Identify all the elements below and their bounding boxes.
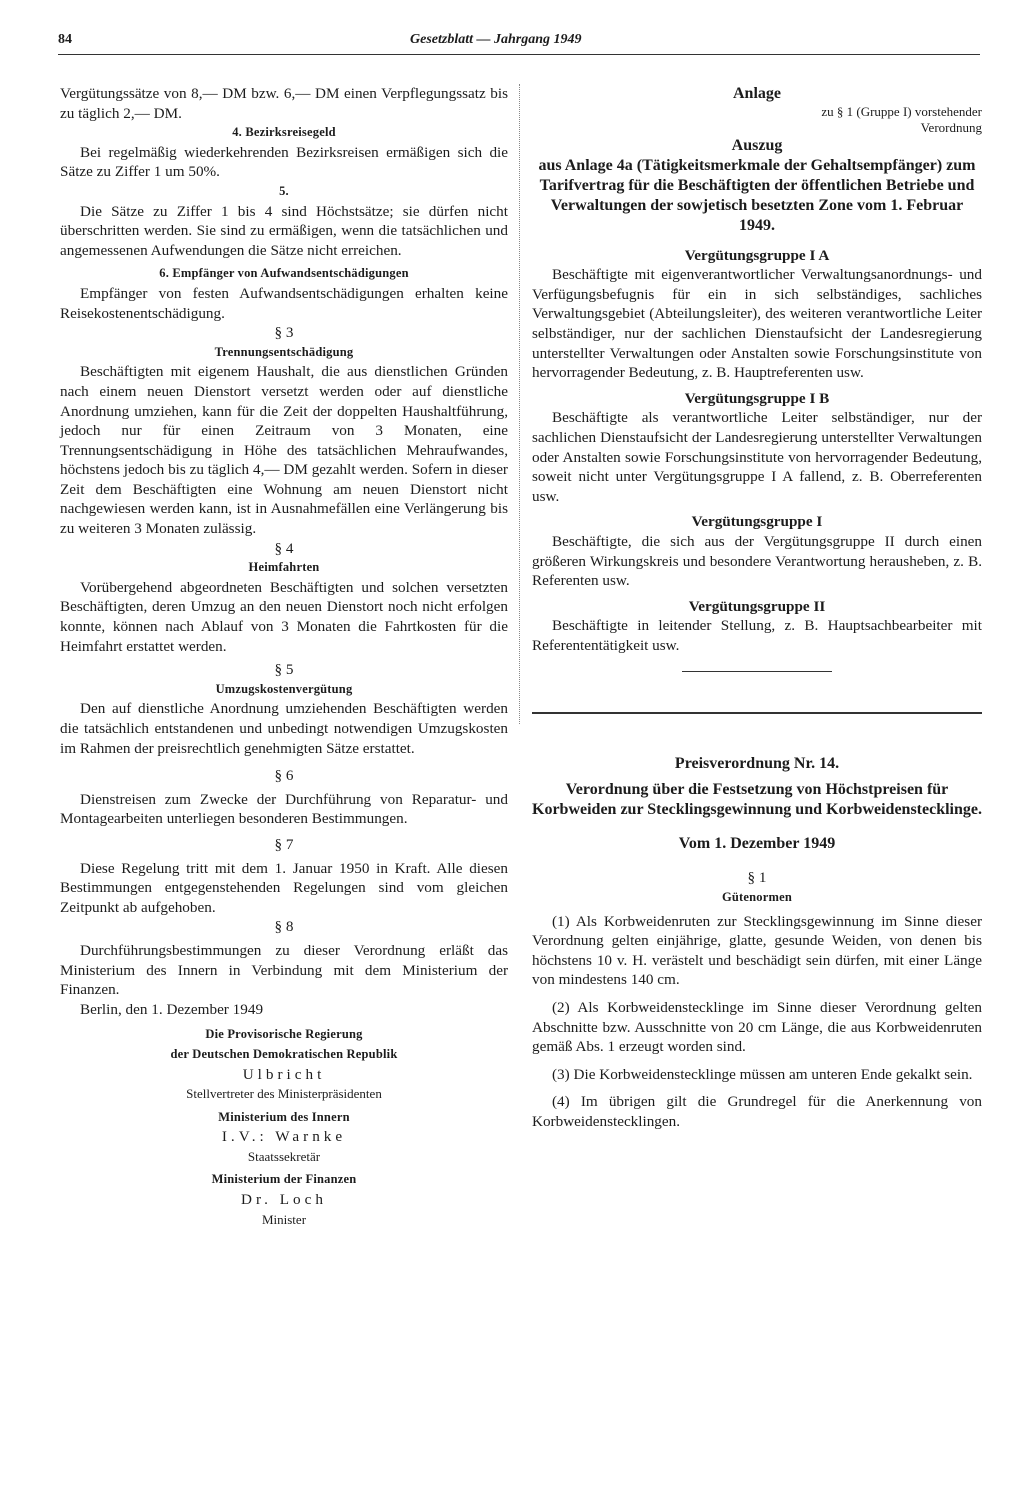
anlage-reference-line-1: zu § 1 (Gruppe I) vorstehender bbox=[821, 103, 982, 119]
section-6-text: Dienstreisen zum Zwecke der Durchführung von Reparatur- und Montagearbeiten unterliegen besonderen Bestimmungen. bbox=[60, 790, 508, 828]
section-5-text: Den auf dienstliche Anordnung umziehenden Beschäftigten werden die tatsächlich entstandenen und unbedingt notwendigen Umzugskosten im Rahmen der preisrechtlich genehmigten Sätze erstattet. bbox=[60, 700, 508, 757]
auszug-text: aus Anlage 4a (Tätigkeitsmerkmale der Gehaltsempfänger) zum Tarifvertrag für die Beschäftigten der öffentlichen Betriebe und Verwaltungen der sowjetisch besetzten Zone vom 1. Februar 1949. bbox=[538, 156, 976, 234]
intro-paragraph: Vergütungssätze von 8,— DM bzw. 6,— DM einen Verpflegungssatz bis zu täglich 2,— DM. bbox=[60, 85, 508, 122]
signature-government-line-2: der Deutschen Demokratischen Republik bbox=[170, 1046, 398, 1061]
pv-section-1-sign: § 1 bbox=[747, 869, 767, 887]
heading-aufwandsentschaedigungen: 6. Empfänger von Aufwandsentschädigungen bbox=[159, 266, 409, 281]
page-header bbox=[58, 32, 978, 54]
pv-paragraph-3: (3) Die Korbweidenstecklinge müssen am unteren Ende gekalkt sein. bbox=[552, 1065, 973, 1083]
signatory-role-3: Minister bbox=[261, 1211, 307, 1227]
group-ia-heading: Vergütungsgruppe I A bbox=[684, 246, 830, 264]
signature-ministry-finance: Ministerium der Finanzen bbox=[211, 1172, 357, 1187]
preisverordnung-subtitle: Verordnung über die Festsetzung von Höchstpreisen für Korbweiden zur Stecklingsgewinnung und Korbweidenstecklinge. bbox=[532, 781, 982, 819]
group-ib-heading: Vergütungsgruppe I B bbox=[684, 389, 830, 407]
place-date: Berlin, den 1. Dezember 1949 bbox=[80, 1000, 264, 1018]
section-8-sign: § 8 bbox=[274, 918, 294, 936]
group-ia-text: Beschäftigte mit eigenverantwortlicher Verwaltungsanordnungs- und Verfügungsbefugnis für ein in sich selbständiges, sachliches Verwaltungsgebiet (Abteilungsleiter), des weiteren verantwortliche Leiter selbständiger, nur der sachlichen Dienstaufsicht der Landesregierung unterstellter Verwaltungen oder Anstalten sowie Forschungsinstitute von hervorragender Bedeutung, z. B. Hauptreferenten usw. bbox=[532, 266, 982, 382]
section-3-title: Trennungsentschädigung bbox=[214, 344, 354, 359]
pv-paragraph-2: (2) Als Korbweidenstecklinge im Sinne dieser Verordnung gelten Abschnitte bzw. Ausschnitte von 20 cm Länge, die aus Korbweidenruten gemäß Abs. 1 erzeugt worden sind. bbox=[532, 999, 982, 1056]
anlage-heading: Anlage bbox=[733, 85, 781, 102]
signatory-role-2: Staatssekretär bbox=[247, 1148, 321, 1164]
running-title: Gesetzblatt — Jahrgang 1949 bbox=[410, 32, 582, 47]
pv-paragraph-1: (1) Als Korbweidenruten zur Stecklingsgewinnung im Sinne dieser Verordnung gelten einjährige, glatte, gesunde Weiden, von denen bis höchstens 10 v. H. verästelt und beschädigt sein dürfen, mit einer Länge von mindestens 140 cm. bbox=[532, 912, 982, 989]
paragraph-hoechstsaetze: Die Sätze zu Ziffer 1 bis 4 sind Höchstsätze; sie dürfen nicht überschritten werden. Sie sind zu ermäßigen, wenn die tatsächlichen und angemessenen Aufwendungen die Sätze nicht erreichen. bbox=[60, 202, 508, 259]
right-column bbox=[532, 84, 982, 1132]
left-column bbox=[60, 84, 508, 1229]
group-i-text: Beschäftigte, die sich aus der Vergütungsgruppe II durch einen größeren Wirkungskreis und besondere Verantwortung herausheben, z. B. Referenten usw. bbox=[532, 532, 982, 590]
group-i-heading: Vergütungsgruppe I bbox=[691, 513, 823, 531]
signatory-name-1: Ulbricht bbox=[242, 1065, 326, 1083]
column-separator bbox=[519, 84, 520, 724]
section-7-text: Diese Regelung tritt mit dem 1. Januar 1950 in Kraft. Alle diesen Bestimmungen entgegenstehenden Regelungen sind vom gleichen Zeitpunkt ab aufgehoben. bbox=[60, 859, 508, 916]
section-6-sign: § 6 bbox=[274, 767, 294, 785]
section-4-sign: § 4 bbox=[274, 539, 294, 557]
section-4-title: Heimfahrten bbox=[248, 560, 320, 575]
section-4-text: Vorübergehend abgeordneten Beschäftigten und solchen versetzten Beschäftigten, deren Umzug an den neuen Dienstort noch nicht erfolgen konnte, können nach Ablauf von 3 Monaten die Fahrtkosten für die Heimfahrt erstattet werden. bbox=[60, 578, 508, 655]
group-ib-text: Beschäftigte als verantwortliche Leiter selbständiger, nur der sachlichen Dienstaufsicht der Landesregierung unterstellter Verwaltungen oder Anstalten sowie Forschungsinstitute von hervorragender Bedeutung, soweit nicht unter Vergütungsgruppe I A fallend, z. B. Oberreferenten usw. bbox=[532, 409, 982, 505]
preisverordnung-title: Preisverordnung Nr. 14. bbox=[674, 755, 840, 773]
heading-bezirksreisegeld: 4. Bezirksreisegeld bbox=[232, 125, 336, 140]
preisverordnung-date: Vom 1. Dezember 1949 bbox=[678, 835, 836, 853]
pv-paragraph-4: (4) Im übrigen gilt die Grundregel für die Anerkennung von Korbweidenstecklingen. bbox=[532, 1093, 982, 1130]
paragraph-bezirksreisegeld: Bei regelmäßig wiederkehrenden Bezirksreisen ermäßigen sich die Sätze zu Ziffer 1 um 50%. bbox=[60, 143, 508, 181]
section-3-sign: § 3 bbox=[274, 324, 294, 342]
signatory-name-3: Dr. Loch bbox=[241, 1191, 327, 1209]
group-ii-text: Beschäftigte in leitender Stellung, z. B. Hauptsachbearbeiter mit Referententätigkeit usw. bbox=[532, 617, 982, 654]
header-rule bbox=[58, 54, 980, 55]
pv-section-1-title: Gütenormen bbox=[721, 890, 793, 905]
signatory-name-2: I.V.: Warnke bbox=[221, 1128, 347, 1146]
section-7-sign: § 7 bbox=[274, 835, 294, 853]
section-5-sign: § 5 bbox=[274, 661, 294, 679]
group-ii-heading: Vergütungsgruppe II bbox=[688, 597, 826, 615]
auszug-heading: Auszug bbox=[731, 136, 783, 154]
signatory-role-1: Stellvertreter des Ministerpräsidenten bbox=[186, 1086, 382, 1102]
section-8-text: Durchführungsbestimmungen zu dieser Verordnung erläßt das Ministerium des Innern in Verbindung mit dem Ministerium der Finanzen. bbox=[60, 941, 508, 999]
anlage-reference-line-2: Verordnung bbox=[920, 119, 982, 135]
section-5-title: Umzugskostenvergütung bbox=[215, 681, 353, 696]
page-number: 84 bbox=[58, 32, 72, 47]
heading-5: 5. bbox=[279, 183, 289, 198]
paragraph-aufwandsentschaedigungen: Empfänger von festen Aufwandsentschädigungen erhalten keine Reisekostenentschädigung. bbox=[60, 284, 508, 322]
signature-ministry-interior: Ministerium des Innern bbox=[218, 1109, 350, 1124]
signature-government-line-1: Die Provisorische Regierung bbox=[205, 1027, 363, 1042]
section-3-text: Beschäftigten mit eigenem Haushalt, die aus dienstlichen Gründen nach einem neuen Dienstort versetzt werden oder auf dienstliche Anordnung umziehen, kann für die Zeit der doppelten Haushaltführung, jedoch nur für einen Zeitraum von 3 Monaten, eine Trennungsentschädigung in Höhe des tatsächlichen Mehraufwandes, höchstens jedoch bis zu täglich 4,— DM gezahlt werden. Sofern in dieser Zeit dem Beschäftigten eine Wohnung am neuen Dienstort nicht nachgewiesen werden kann, ist in Ausnahmefällen eine Verlängerung bis zu weiteren 3 Monaten zulässig. bbox=[60, 363, 508, 538]
